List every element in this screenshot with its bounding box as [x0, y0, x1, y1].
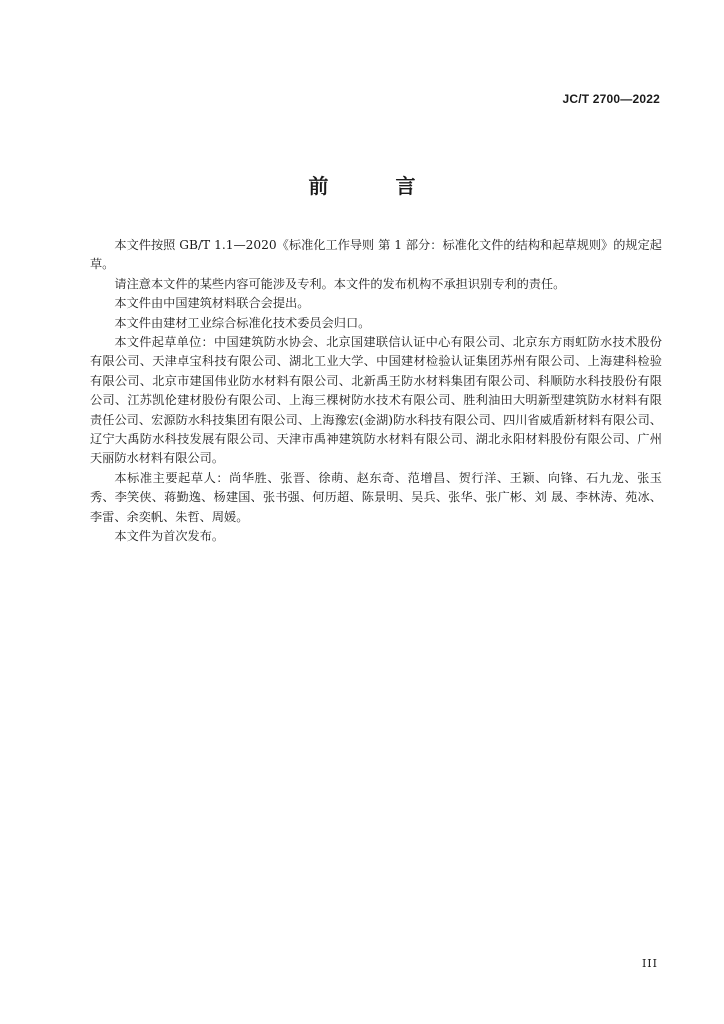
foreword-body [90, 236, 662, 547]
paragraph-patent-notice: 请注意本文件的某些内容可能涉及专利。本文件的发布机构不承担识别专利的责任。 [114, 276, 566, 291]
paragraph-drafters: 本标准主要起草人：尚华胜、张晋、徐萌、赵东奇、范增昌、贺行洋、王颖、向锋、石九龙、张玉秀、李笑侠、蒋勤逸、杨建国、张书强、何历超、陈景明、吴兵、张华、张广彬、刘 晟、李林涛、苑冰、李雷、余奕帆、朱哲、周媛。 [90, 470, 662, 524]
page-title: 前 言 [308, 174, 446, 198]
paragraph-first-release: 本文件为首次发布。 [114, 529, 225, 544]
paragraph-drafting-rules: 本文件按照 GB/T 1.1—2020《标准化工作导则 第 1 部分：标准化文件的结构和起草规则》的规定起草。 [90, 238, 662, 272]
paragraph-proposer: 本文件由中国建筑材料联合会提出。 [114, 296, 310, 311]
page-number: III [641, 957, 658, 970]
paragraph-committee: 本文件由建材工业综合标准化技术委员会归口。 [114, 315, 371, 330]
document-code: JC/T 2700—2022 [562, 92, 660, 106]
paragraph-drafting-units: 本文件起草单位：中国建筑防水协会、北京国建联信认证中心有限公司、北京东方雨虹防水技术股份有限公司、天津卓宝科技有限公司、湖北工业大学、中国建材检验认证集团苏州有限公司、上海建科检验有限公司、北京市建国伟业防水材料有限公司、北新禹王防水材料集团有限公司、科顺防水科技股份有限公司、江苏凯伦建材股份有限公司、上海三棵树防水技术有限公司、胜利油田大明新型建筑防水材料有限责任公司、宏源防水科技集团有限公司、上海豫宏(金湖)防水科技有限公司、四川省威盾新材料有限公司、辽宁大禹防水科技发展有限公司、天津市禹神建筑防水材料有限公司、湖北永阳材料股份有限公司、广州天丽防水材料有限公司。 [90, 335, 662, 466]
